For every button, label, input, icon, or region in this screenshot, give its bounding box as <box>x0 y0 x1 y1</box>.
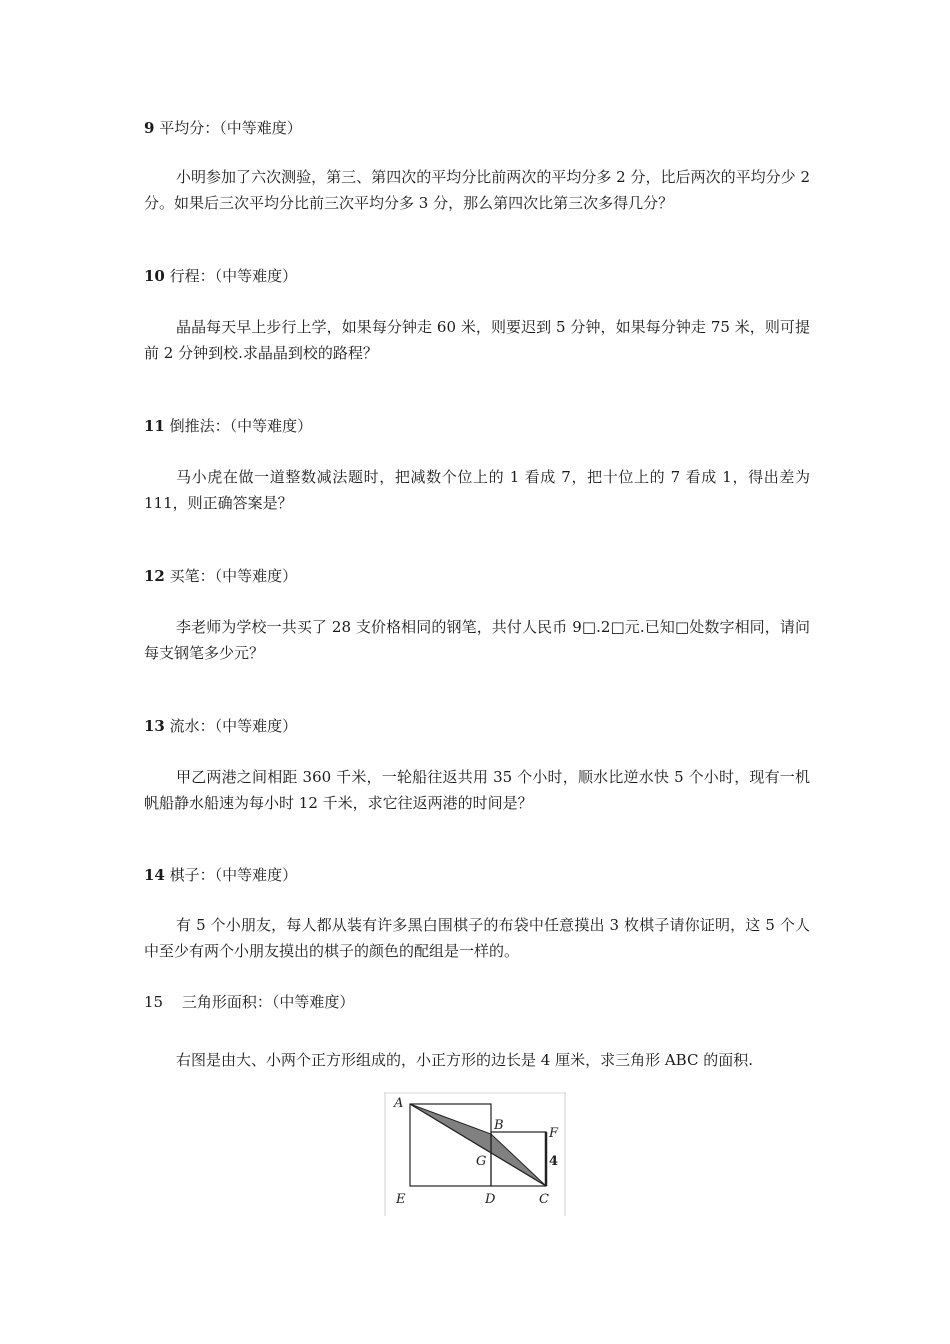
segment-ac <box>410 1104 546 1186</box>
problem-number: 15 <box>144 993 164 1011</box>
problem-title: 流水：（中等难度） <box>169 717 298 735</box>
problem-number: 10 <box>144 267 165 285</box>
label-f: F <box>549 1126 559 1141</box>
squares-triangle-figure <box>384 1092 566 1216</box>
problem-12-heading <box>144 566 297 586</box>
problem-12-text: 李老师为学校一共买了 28 支价格相同的钢笔，共付人民币 9□.2□元.已知□处数字相同，请问每支钢笔多少元？ <box>144 618 810 662</box>
problem-title: 行程：（中等难度） <box>169 267 298 285</box>
problem-number: 12 <box>144 567 165 585</box>
label-c: C <box>539 1192 549 1207</box>
problem-number: 13 <box>144 717 165 735</box>
problem-11-heading <box>144 416 312 436</box>
problem-13-text: 甲乙两港之间相距 360 千米，一轮船往返共用 35 个小时，顺水比逆水快 5 个小时，现有一机帆船静水船速为每小时 12 千米，求它往返两港的时间是？ <box>144 768 810 812</box>
problem-10-heading <box>144 266 297 286</box>
problem-title: 买笔：（中等难度） <box>169 567 298 585</box>
problem-title: 三角形面积：（中等难度） <box>181 993 355 1011</box>
problem-number: 11 <box>144 417 165 435</box>
figure-svg <box>384 1092 566 1216</box>
problem-14-heading <box>144 865 297 885</box>
problem-14-text: 有 5 个小朋友，每人都从装有许多黑白围棋子的布袋中任意摸出 3 枚棋子请你证明，这 5 个人中至少有两个小朋友摸出的棋子的颜色的配组是一样的。 <box>144 916 810 960</box>
problem-number: 14 <box>144 866 165 884</box>
label-g: G <box>476 1154 487 1169</box>
label-b: B <box>494 1118 504 1133</box>
problem-10-text: 晶晶每天早上步行上学，如果每分钟走 60 米，则要迟到 5 分钟，如果每分钟走 75 米，则可提前 2 分钟到校.求晶晶到校的路程？ <box>144 318 810 362</box>
label-e: E <box>396 1192 406 1207</box>
problem-title: 平均分：（中等难度） <box>159 119 302 137</box>
problem-15-heading <box>144 992 354 1012</box>
problem-11-text: 马小虎在做一道整数减法题时，把减数个位上的 1 看成 7，把十位上的 7 看成 1，得出差为 111，则正确答案是？ <box>144 468 810 512</box>
label-a: A <box>394 1096 404 1111</box>
problem-15-text: 右图是由大、小两个正方形组成的，小正方形的边长是 4 厘米，求三角形 ABC 的面积. <box>176 1051 753 1069</box>
label-side-length: 4 <box>549 1154 559 1169</box>
label-d: D <box>485 1192 496 1207</box>
problem-title: 棋子：（中等难度） <box>169 866 298 884</box>
problem-title: 倒推法：（中等难度） <box>169 417 313 435</box>
problem-9-text: 小明参加了六次测验，第三、第四次的平均分比前两次的平均分多 2 分，比后两次的平均分少 2 分。如果后三次平均分比前三次平均分多 3 分，那么第四次比第三次多得几分？ <box>144 168 810 212</box>
problem-13-heading <box>144 716 297 736</box>
problem-number: 9 <box>144 119 155 137</box>
problem-9-heading <box>144 118 302 138</box>
